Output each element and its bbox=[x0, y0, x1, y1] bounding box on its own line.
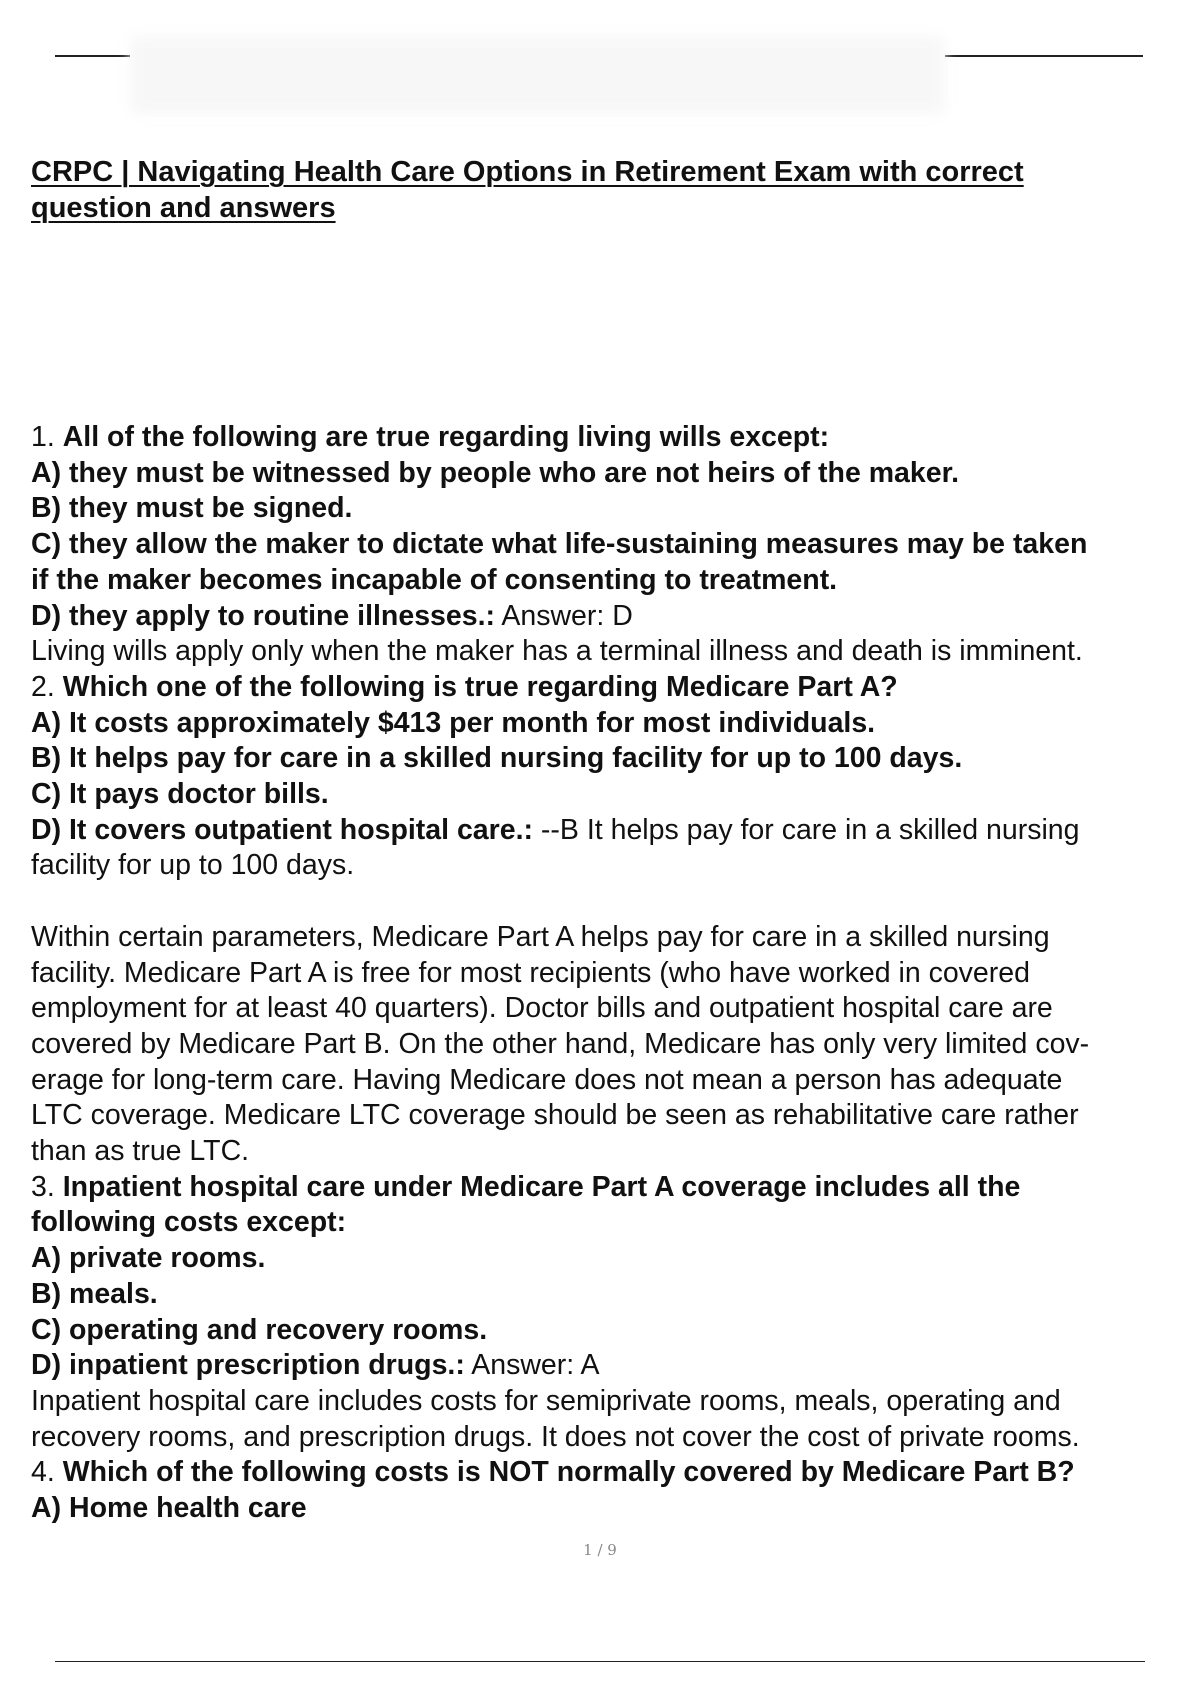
question-3-option-d: D) inpatient prescription drugs.: Answer: A bbox=[31, 1349, 600, 1382]
question-3-option-c: C) operating and recovery rooms. bbox=[31, 1313, 488, 1346]
question-1-explanation: Living wills apply only when the maker has a terminal illness and death is imminent. bbox=[31, 635, 1083, 668]
question-4-option-a: A) Home health care bbox=[31, 1492, 307, 1525]
title-line-1: CRPC | Navigating Health Care Options in Retirement Exam with correct bbox=[31, 156, 1024, 188]
question-2-explanation-line: facility. Medicare Part A is free for most recipients (who have worked in covered bbox=[31, 956, 1030, 989]
question-1-option-c: C) they allow the maker to dictate what life-sustaining measures may be taken bbox=[31, 528, 1088, 561]
question-3-stem-cont: following costs except: bbox=[31, 1206, 347, 1239]
question-1-option-a: A) they must be witnessed by people who are not heirs of the maker. bbox=[31, 456, 960, 489]
question-1-answer: Answer: D bbox=[495, 599, 633, 632]
question-2-option-c: C) It pays doctor bills. bbox=[31, 778, 329, 811]
question-1-option-b: B) they must be signed. bbox=[31, 492, 353, 525]
question-2-option-a: A) It costs approximately $413 per month for most individuals. bbox=[31, 706, 876, 739]
question-3-explanation-line: Inpatient hospital care includes costs for semiprivate rooms, meals, operating and bbox=[31, 1384, 1061, 1417]
question-2-option-b: B) It helps pay for care in a skilled nursing facility for up to 100 days. bbox=[31, 742, 963, 775]
question-2-answer: --B It helps pay for care in a skilled nursing bbox=[533, 813, 1080, 846]
question-2-explanation-line: Within certain parameters, Medicare Part A helps pay for care in a skilled nursing bbox=[31, 920, 1050, 953]
question-3-stem: 3. Inpatient hospital care under Medicare Part A coverage includes all the bbox=[31, 1170, 1021, 1203]
question-1-stem: 1. All of the following are true regarding living wills except: bbox=[31, 421, 830, 453]
question-2-explanation-line: covered by Medicare Part B. On the other hand, Medicare has only very limited cov- bbox=[31, 1027, 1090, 1060]
page-number: 1 / 9 bbox=[583, 1541, 617, 1559]
question-3-answer: Answer: A bbox=[464, 1349, 600, 1382]
question-1-option-d: D) they apply to routine illnesses.: Answer: D bbox=[31, 599, 633, 632]
blurred-header-watermark bbox=[130, 36, 945, 114]
question-2-answer-cont: facility for up to 100 days. bbox=[31, 849, 355, 882]
title-line-2: question and answers bbox=[31, 192, 336, 224]
question-2-explanation-line: LTC coverage. Medicare LTC coverage should be seen as rehabilitative care rather bbox=[31, 1099, 1079, 1132]
question-4-stem: 4. Which of the following costs is NOT normally covered by Medicare Part B? bbox=[31, 1456, 1075, 1489]
question-3-explanation-line: recovery rooms, and prescription drugs. It does not cover the cost of private rooms. bbox=[31, 1420, 1080, 1453]
header-rule-right bbox=[945, 55, 1143, 57]
question-2-explanation-line: employment for at least 40 quarters). Doctor bills and outpatient hospital care are bbox=[31, 992, 1053, 1025]
footer-rule bbox=[55, 1661, 1145, 1662]
question-3-option-a: A) private rooms. bbox=[31, 1242, 266, 1275]
document-title bbox=[31, 154, 1181, 226]
question-2-explanation-line: than as true LTC. bbox=[31, 1135, 250, 1168]
question-1-option-c-cont: if the maker becomes incapable of consenting to treatment. bbox=[31, 563, 838, 596]
question-2-explanation-line: erage for long-term care. Having Medicare does not mean a person has adequate bbox=[31, 1063, 1063, 1096]
question-2-option-d: D) It covers outpatient hospital care.: --B It helps pay for care in a skilled nursing bbox=[31, 813, 1080, 846]
header-rule-left bbox=[55, 55, 130, 57]
question-2-stem: 2. Which one of the following is true regarding Medicare Part A? bbox=[31, 670, 898, 703]
document-body bbox=[31, 420, 1200, 1527]
paragraph-gap bbox=[31, 884, 1200, 920]
question-3-option-b: B) meals. bbox=[31, 1277, 158, 1310]
